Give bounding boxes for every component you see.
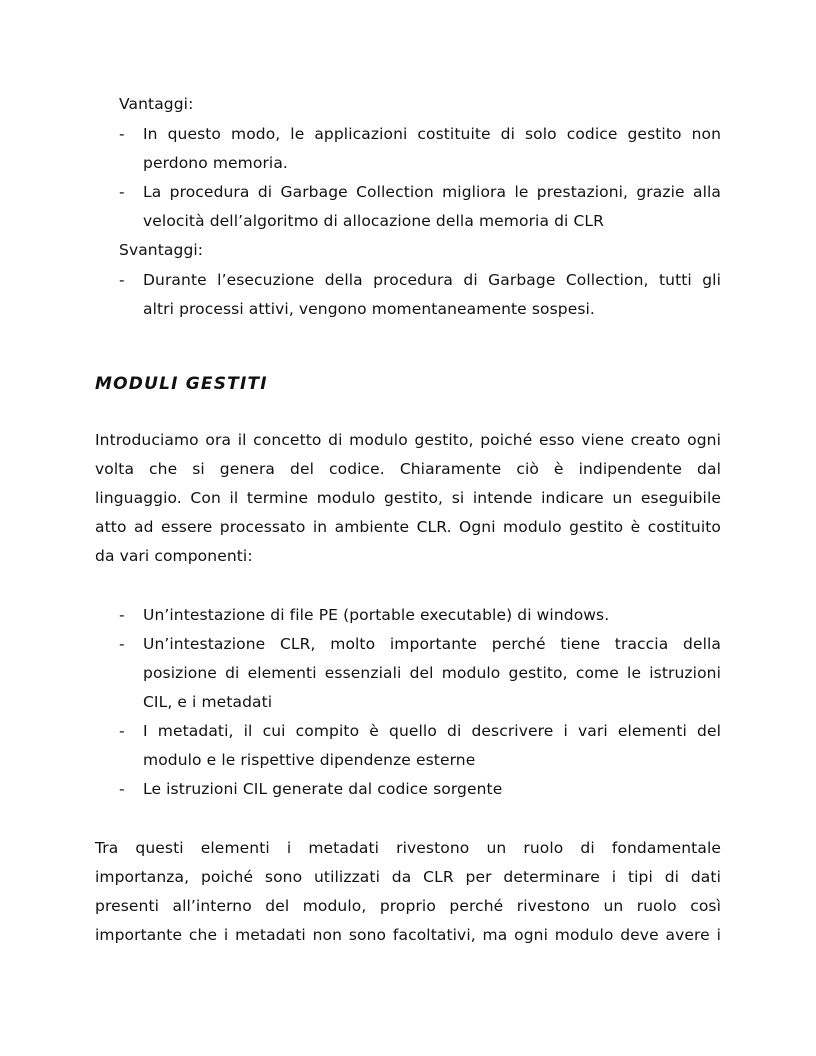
vantaggi-item-1-line-2: perdono memoria. (143, 154, 288, 172)
component-item-1-line-1: Un’intestazione di file PE (portable executable) di windows. (143, 606, 610, 624)
component-item-4-line-1: Le istruzioni CIL generate dal codice sorgente (143, 780, 503, 798)
list-marker: - (119, 635, 125, 653)
closing-line-3: presenti all’interno del modulo, proprio perché rivestono un ruolo così (95, 897, 721, 915)
list-marker: - (119, 606, 125, 624)
section-heading: MODULI GESTITI (95, 374, 268, 394)
list-marker: - (119, 722, 125, 740)
vantaggi-label: Vantaggi: (119, 95, 194, 113)
svantaggi-label: Svantaggi: (119, 241, 204, 259)
list-marker: - (119, 183, 125, 201)
closing-line-4: importante che i metadati non sono facoltativi, ma ogni modulo deve avere i (95, 926, 721, 944)
closing-line-1: Tra questi elementi i metadati rivestono un ruolo di fondamentale (95, 839, 721, 857)
svantaggi-item-1-line-2: altri processi attivi, vengono momentaneamente sospesi. (143, 300, 595, 318)
intro-line-4: atto ad essere processato in ambiente CLR. Ogni modulo gestito è costituito (95, 518, 721, 536)
component-item-2-line-3: CIL, e i metadati (143, 693, 273, 711)
list-marker: - (119, 271, 125, 289)
intro-line-5: da vari componenti: (95, 547, 253, 565)
component-item-2-line-1: Un’intestazione CLR, molto importante perché tiene traccia della (143, 635, 721, 653)
closing-line-2: importanza, poiché sono utilizzati da CLR per determinare i tipi di dati (95, 868, 721, 886)
list-marker: - (119, 780, 125, 798)
list-marker: - (119, 125, 125, 143)
svantaggi-item-1-line-1: Durante l’esecuzione della procedura di Garbage Collection, tutti gli (143, 271, 721, 289)
vantaggi-item-2-line-1: La procedura di Garbage Collection migliora le prestazioni, grazie alla (143, 183, 721, 201)
component-item-2-line-2: posizione di elementi essenziali del modulo gestito, come le istruzioni (143, 664, 721, 682)
intro-line-1: Introduciamo ora il concetto di modulo gestito, poiché esso viene creato ogni (95, 431, 721, 449)
intro-line-2: volta che si genera del codice. Chiaramente ciò è indipendente dal (95, 460, 721, 478)
component-item-3-line-1: I metadati, il cui compito è quello di descrivere i vari elementi del (143, 722, 721, 740)
vantaggi-item-1-line-1: In questo modo, le applicazioni costituite di solo codice gestito non (143, 125, 721, 143)
vantaggi-item-2-line-2: velocità dell’algoritmo di allocazione della memoria di CLR (143, 212, 604, 230)
intro-line-3: linguaggio. Con il termine modulo gestito, si intende indicare un eseguibile (95, 489, 721, 507)
component-item-3-line-2: modulo e le rispettive dipendenze esterne (143, 751, 476, 769)
